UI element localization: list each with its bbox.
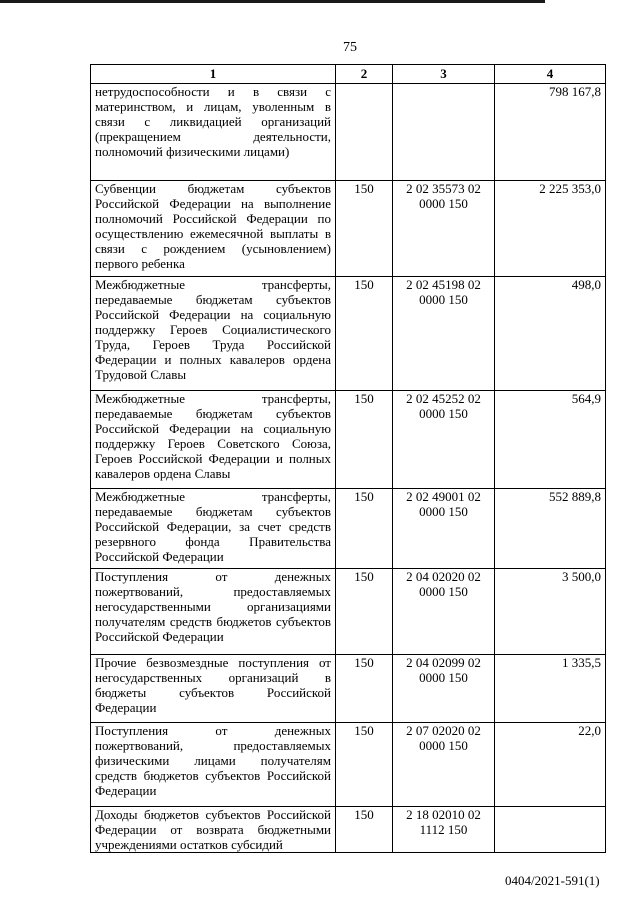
- row-kbk: [393, 84, 495, 181]
- row-name: Межбюджетные трансферты, передаваемые бюджетам субъектов Российской Федерации на социальную поддержку Героев Советского Союза, Героев Российской Федерации и полных кавалеров ордена Славы: [91, 391, 336, 489]
- row-name: Межбюджетные трансферты, передаваемые бюджетам субъектов Российской Федерации на социальную поддержку Героев Социалистического Труда, Героев Труда Российской Федерации и полных кавалеров ордена Трудовой Славы: [91, 277, 336, 391]
- table-header-row: [91, 65, 606, 84]
- column-header-4: 4: [495, 65, 606, 84]
- row-name: Субвенции бюджетам субъектов Российской Федерации на выполнение полномочий Российской Федерации по осуществлению ежемесячной выплаты в связи с рождением (усыновлением) первого ребенка: [91, 181, 336, 277]
- table-row: [91, 391, 606, 489]
- row-code: 150: [336, 807, 393, 853]
- row-name: Межбюджетные трансферты, передаваемые бюджетам субъектов Российской Федерации, за счет средств резервного фонда Правительства Российской Федерации: [91, 489, 336, 569]
- row-name: Доходы бюджетов субъектов Российской Федерации от возврата бюджетными учреждениями остатков субсидий: [91, 807, 336, 853]
- row-kbk: 2 02 45198 02 0000 150: [393, 277, 495, 391]
- row-kbk: 2 04 02020 02 0000 150: [393, 569, 495, 655]
- row-kbk: 2 02 49001 02 0000 150: [393, 489, 495, 569]
- table-row: [91, 569, 606, 655]
- row-name: Поступления от денежных пожертвований, предоставляемых негосударственными организациями получателям средств бюджетов субъектов Российской Федерации: [91, 569, 336, 655]
- row-amount: 798 167,8: [495, 84, 606, 181]
- row-amount: 2 225 353,0: [495, 181, 606, 277]
- row-code: 150: [336, 723, 393, 807]
- row-code: 150: [336, 391, 393, 489]
- document-code: 0404/2021-591(1): [505, 873, 600, 888]
- row-kbk: 2 07 02020 02 0000 150: [393, 723, 495, 807]
- table-row: [91, 807, 606, 853]
- row-name: нетрудоспособности и в связи с материнством, и лицам, уволенным в связи с ликвидацией организаций (прекращением деятельности, полномочий физическими лицами): [91, 84, 336, 181]
- row-kbk: 2 02 45252 02 0000 150: [393, 391, 495, 489]
- row-code: 150: [336, 489, 393, 569]
- row-code: 150: [336, 655, 393, 723]
- page-number: 75: [343, 40, 357, 55]
- table-row: [91, 723, 606, 807]
- row-amount: 3 500,0: [495, 569, 606, 655]
- row-amount: 552 889,8: [495, 489, 606, 569]
- row-code: 150: [336, 277, 393, 391]
- column-header-3: 3: [393, 65, 495, 84]
- column-header-1: 1: [91, 65, 336, 84]
- row-code: 150: [336, 569, 393, 655]
- row-kbk: 2 18 02010 02 1112 150: [393, 807, 495, 853]
- row-amount: 498,0: [495, 277, 606, 391]
- row-amount: 1 335,5: [495, 655, 606, 723]
- row-amount: 564,9: [495, 391, 606, 489]
- column-header-2: 2: [336, 65, 393, 84]
- table-row: [91, 84, 606, 181]
- row-name: Прочие безвозмездные поступления от негосударственных организаций в бюджеты субъектов Российской Федерации: [91, 655, 336, 723]
- table-row: [91, 489, 606, 569]
- table-row: [91, 277, 606, 391]
- row-amount: 22,0: [495, 723, 606, 807]
- row-code: 150: [336, 181, 393, 277]
- row-amount: [495, 807, 606, 853]
- budget-revenue-table: [90, 64, 606, 853]
- table-row: [91, 181, 606, 277]
- row-kbk: 2 02 35573 02 0000 150: [393, 181, 495, 277]
- row-code: [336, 84, 393, 181]
- top-rule: [0, 0, 545, 3]
- row-kbk: 2 04 02099 02 0000 150: [393, 655, 495, 723]
- row-name: Поступления от денежных пожертвований, предоставляемых физическими лицами получателям средств бюджетов субъектов Российской Федерации: [91, 723, 336, 807]
- table-row: [91, 655, 606, 723]
